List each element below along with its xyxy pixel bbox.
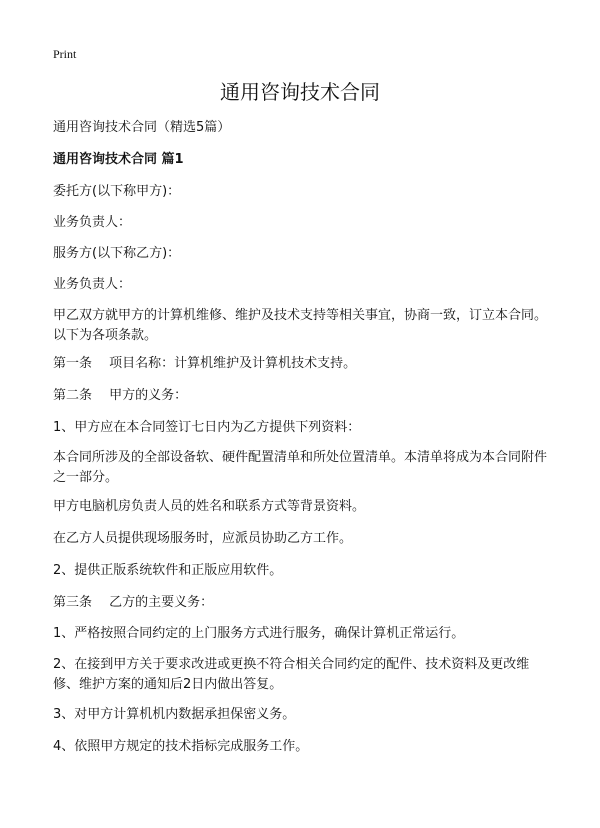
document-title: 通用咨询技术合同 <box>220 80 380 104</box>
paragraph-provider-manager: 业务负责人： <box>53 277 132 292</box>
paragraph-equipment-list: 本合同所涉及的全部设备软、硬件配置清单和所处位置清单。本清单将成为本合同附件之一部分。 <box>53 450 548 485</box>
paragraph-article-3-item-4: 4、依照甲方规定的技术指标完成服务工作。 <box>53 739 309 754</box>
print-link[interactable]: Print <box>53 47 77 61</box>
paragraph-article-2-item-1: 1、甲方应在本合同签订七日内为乙方提供下列资料： <box>53 420 361 435</box>
paragraph-provider: 服务方(以下称乙方)： <box>53 246 181 261</box>
paragraph-agreement: 甲乙双方就甲方的计算机维修、维护及技术支持等相关事宜，协商一致，订立本合同。以下为各项条款。 <box>53 308 548 343</box>
paragraph-subtitle: 通用咨询技术合同（精选5篇） <box>53 120 231 135</box>
paragraph-article-3: 第三条 乙方的主要义务： <box>53 595 214 610</box>
paragraph-onsite-assist: 在乙方人员提供现场服务时，应派员协助乙方工作。 <box>53 531 353 546</box>
paragraph-article-2-item-2: 2、提供正版系统软件和正版应用软件。 <box>53 563 283 578</box>
paragraph-contact-info: 甲方电脑机房负责人员的姓名和联系方式等背景资料。 <box>53 499 366 514</box>
paragraph-article-2: 第二条 甲方的义务： <box>53 388 188 403</box>
paragraph-client: 委托方(以下称甲方)： <box>53 184 181 199</box>
paragraph-article-3-item-2: 2、在接到甲方关于要求改进或更换不符合相关合同约定的配件、技术资料及更改维修、维护方案的通知后2日内做出答复。 <box>53 657 530 692</box>
section-heading: 通用咨询技术合同 篇1 <box>53 152 184 167</box>
paragraph-article-1: 第一条 项目名称：计算机维护及计算机技术支持。 <box>53 356 357 371</box>
paragraph-article-3-item-1: 1、严格按照合同约定的上门服务方式进行服务，确保计算机正常运行。 <box>53 626 465 641</box>
paragraph-client-manager: 业务负责人： <box>53 215 132 230</box>
paragraph-article-3-item-3: 3、对甲方计算机机内数据承担保密义务。 <box>53 707 296 722</box>
